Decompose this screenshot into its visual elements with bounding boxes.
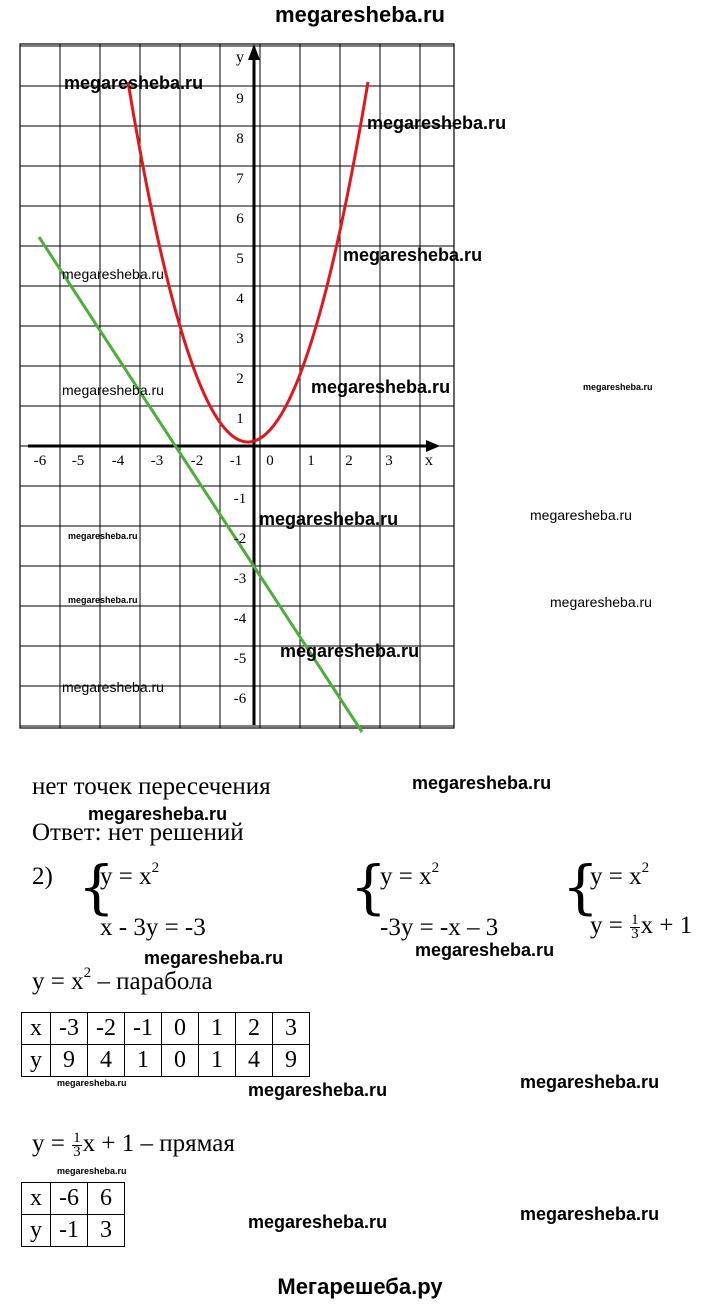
table-cell: 1 bbox=[199, 1013, 236, 1045]
watermark: megaresheba.ru bbox=[343, 245, 483, 265]
x-tick-label: -4 bbox=[111, 453, 125, 469]
watermark: megaresheba.ru bbox=[530, 507, 632, 523]
no-intersection-text: нет точек пересечения bbox=[32, 773, 271, 800]
tick-labels bbox=[34, 91, 393, 707]
table-cell: 1 bbox=[199, 1045, 236, 1077]
system1-eq1: $y = x^2$ bbox=[100, 860, 160, 890]
table-cell: -6 bbox=[51, 1183, 88, 1215]
x-tick-label: -1 bbox=[229, 453, 243, 469]
system3-eq1: $y = x^2$ bbox=[590, 860, 650, 890]
system-brace: { bbox=[350, 853, 387, 921]
table-cell: 4 bbox=[236, 1045, 273, 1077]
x-tick-label: -6 bbox=[33, 453, 47, 469]
table-cell: -1 bbox=[51, 1215, 88, 1247]
y-tick-label: -2 bbox=[233, 531, 247, 547]
system2-eq2: -3y = -x – 3 bbox=[380, 914, 499, 941]
table-row bbox=[22, 1045, 310, 1077]
item-number: 2) bbox=[32, 863, 53, 890]
watermark: megaresheba.ru bbox=[520, 1204, 660, 1224]
watermark: megaresheba.ru bbox=[64, 73, 204, 93]
table-cell: 6 bbox=[88, 1183, 125, 1215]
x-tick-label: 3 bbox=[385, 453, 393, 469]
table-row bbox=[22, 1215, 125, 1247]
table-cell: 3 bbox=[273, 1013, 310, 1045]
x-axis-arrow bbox=[426, 440, 440, 452]
y-tick-label: 3 bbox=[236, 331, 244, 347]
watermark: megaresheba.ru bbox=[68, 531, 138, 541]
parabola-heading: $y = x^2$ – парабола bbox=[32, 965, 213, 995]
watermark: megaresheba.ru bbox=[144, 948, 284, 968]
table-cell: x bbox=[22, 1183, 51, 1215]
table-row bbox=[22, 1013, 310, 1045]
y-tick-label: 4 bbox=[236, 291, 244, 307]
watermark: megaresheba.ru bbox=[415, 940, 555, 960]
system-brace: { bbox=[562, 853, 599, 921]
watermark: megaresheba.ru bbox=[280, 641, 420, 661]
line-value-table bbox=[21, 1182, 125, 1247]
y-tick-label: 8 bbox=[236, 131, 244, 147]
watermark: megaresheba.ru bbox=[311, 377, 451, 397]
y-tick-label: 6 bbox=[236, 211, 244, 227]
watermark: megaresheba.ru bbox=[412, 773, 552, 793]
y-tick-label: -1 bbox=[233, 491, 247, 507]
watermark: megaresheba.ru bbox=[248, 1212, 388, 1232]
header-watermark: megaresheba.ru bbox=[275, 2, 445, 27]
system-brace: { bbox=[78, 853, 115, 921]
y-tick-label: -4 bbox=[233, 611, 247, 627]
watermark: megaresheba.ru bbox=[367, 113, 507, 133]
x-tick-label: 1 bbox=[307, 453, 315, 469]
table-cell: 0 bbox=[162, 1013, 199, 1045]
x-tick-label: -2 bbox=[190, 453, 204, 469]
watermark: megaresheba.ru bbox=[62, 266, 164, 282]
y-tick-label: -5 bbox=[233, 651, 247, 667]
system2-eq1: $y = x^2$ bbox=[380, 860, 440, 890]
table-cell: -3 bbox=[51, 1013, 88, 1045]
watermark: megaresheba.ru bbox=[583, 382, 653, 392]
y-axis-label: y bbox=[236, 49, 244, 66]
table-cell: 0 bbox=[162, 1045, 199, 1077]
watermark: megaresheba.ru bbox=[259, 509, 399, 529]
watermark: megaresheba.ru bbox=[62, 382, 164, 398]
watermark: megaresheba.ru bbox=[68, 595, 138, 605]
table-cell: 3 bbox=[88, 1215, 125, 1247]
y-tick-label: 1 bbox=[236, 411, 244, 427]
watermark: megaresheba.ru bbox=[57, 1078, 127, 1088]
y-tick-label: -3 bbox=[233, 571, 247, 587]
y-tick-label: -6 bbox=[233, 691, 247, 707]
y-tick-label: 7 bbox=[236, 171, 244, 187]
watermark: megaresheba.ru bbox=[520, 1072, 660, 1092]
footer-watermark: Мегарешеба.ру bbox=[277, 1274, 443, 1299]
curves bbox=[39, 82, 368, 732]
x-tick-label: -3 bbox=[150, 453, 164, 469]
watermark: megaresheba.ru bbox=[248, 1080, 388, 1100]
line-heading: y = $\frac{1}{3}$ x + 1 – прямая bbox=[32, 1129, 235, 1160]
x-tick-label: 2 bbox=[345, 453, 353, 469]
system3-eq2: y = $\frac{1}{3}$ x + 1 bbox=[590, 911, 693, 942]
table-cell: 9 bbox=[273, 1045, 310, 1077]
table-cell: 4 bbox=[88, 1045, 125, 1077]
table-cell: 1 bbox=[125, 1045, 162, 1077]
y-tick-label: 5 bbox=[236, 251, 244, 267]
table-cell: -2 bbox=[88, 1013, 125, 1045]
x-tick-label: -5 bbox=[71, 453, 85, 469]
answer-text: Ответ: нет решений bbox=[32, 819, 244, 846]
x-axis-label: x bbox=[425, 452, 433, 469]
table-cell: -1 bbox=[125, 1013, 162, 1045]
parabola-value-table bbox=[21, 1012, 310, 1077]
watermark: megaresheba.ru bbox=[550, 594, 652, 610]
table-cell: x bbox=[22, 1013, 51, 1045]
table-cell: y bbox=[22, 1215, 51, 1247]
x-tick-label: 0 bbox=[266, 453, 274, 469]
table-cell: y bbox=[22, 1045, 51, 1077]
y-tick-label: 9 bbox=[236, 91, 244, 107]
y-tick-label: 2 bbox=[236, 371, 244, 387]
watermark: megaresheba.ru bbox=[88, 804, 228, 824]
table-cell: 9 bbox=[51, 1045, 88, 1077]
system1-eq2: x - 3y = -3 bbox=[100, 914, 206, 941]
watermark: megaresheba.ru bbox=[57, 1166, 127, 1176]
table-row bbox=[22, 1183, 125, 1215]
watermark: megaresheba.ru bbox=[62, 679, 164, 695]
table-cell: 2 bbox=[236, 1013, 273, 1045]
